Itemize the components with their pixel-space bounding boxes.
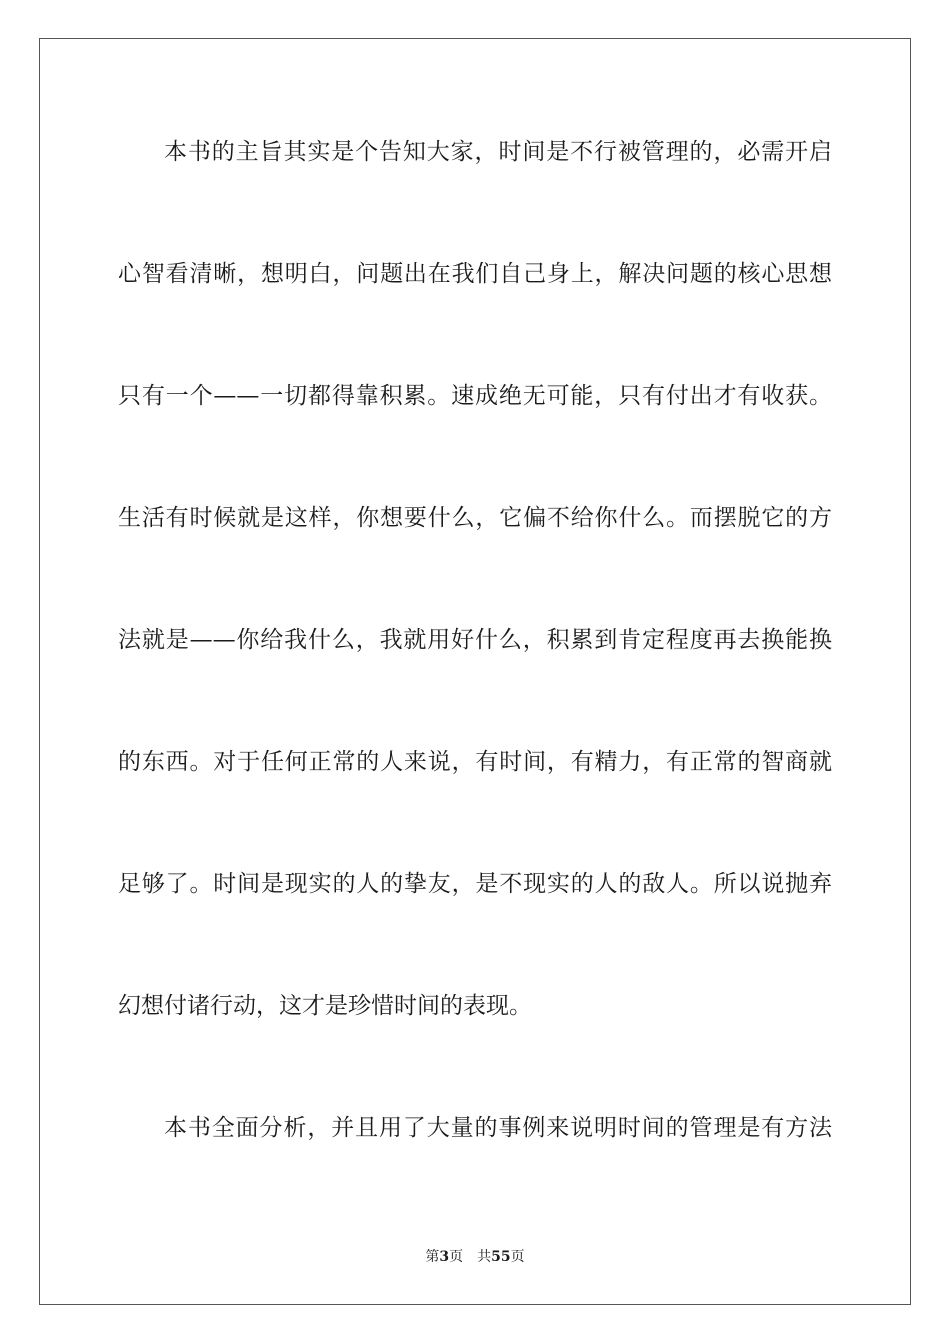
paragraph-1-line-3: 只有一个——一切都得靠积累。速成绝无可能，只有付出才有收获。 [118, 383, 832, 409]
footer-total-prefix: 共 [477, 1249, 492, 1265]
footer-total-suffix: 页 [510, 1249, 525, 1265]
footer-page-number: 3 [439, 1249, 450, 1265]
paragraph-1-line-4: 生活有时候就是这样，你想要什么，它偏不给你什么。而摆脱它的方 [118, 505, 832, 531]
paragraph-2-line-1: 本书全面分析，并且用了大量的事例来说明时间的管理是有方法 [164, 1115, 832, 1141]
paragraph-1-line-2: 心智看清晰，想明白，问题出在我们自己身上，解决问题的核心思想 [118, 261, 832, 287]
footer-page-prefix: 第 [425, 1249, 440, 1265]
paragraph-1-line-5: 法就是——你给我什么，我就用好什么，积累到肯定程度再去换能换 [118, 627, 832, 653]
paragraph-1-line-6: 的东西。对于任何正常的人来说，有时间，有精力，有正常的智商就 [118, 749, 832, 775]
footer-total-pages: 55 [491, 1249, 511, 1265]
footer-page-suffix: 页 [449, 1249, 464, 1265]
paragraph-1-line-8: 幻想付诸行动，这才是珍惜时间的表现。 [118, 993, 532, 1019]
paragraph-1-line-7: 足够了。时间是现实的人的挚友，是不现实的人的敌人。所以说抛弃 [118, 871, 832, 897]
paragraph-1-line-1: 本书的主旨其实是个告知大家，时间是不行被管理的，必需开启 [164, 139, 832, 165]
page-footer [0, 1248, 950, 1266]
